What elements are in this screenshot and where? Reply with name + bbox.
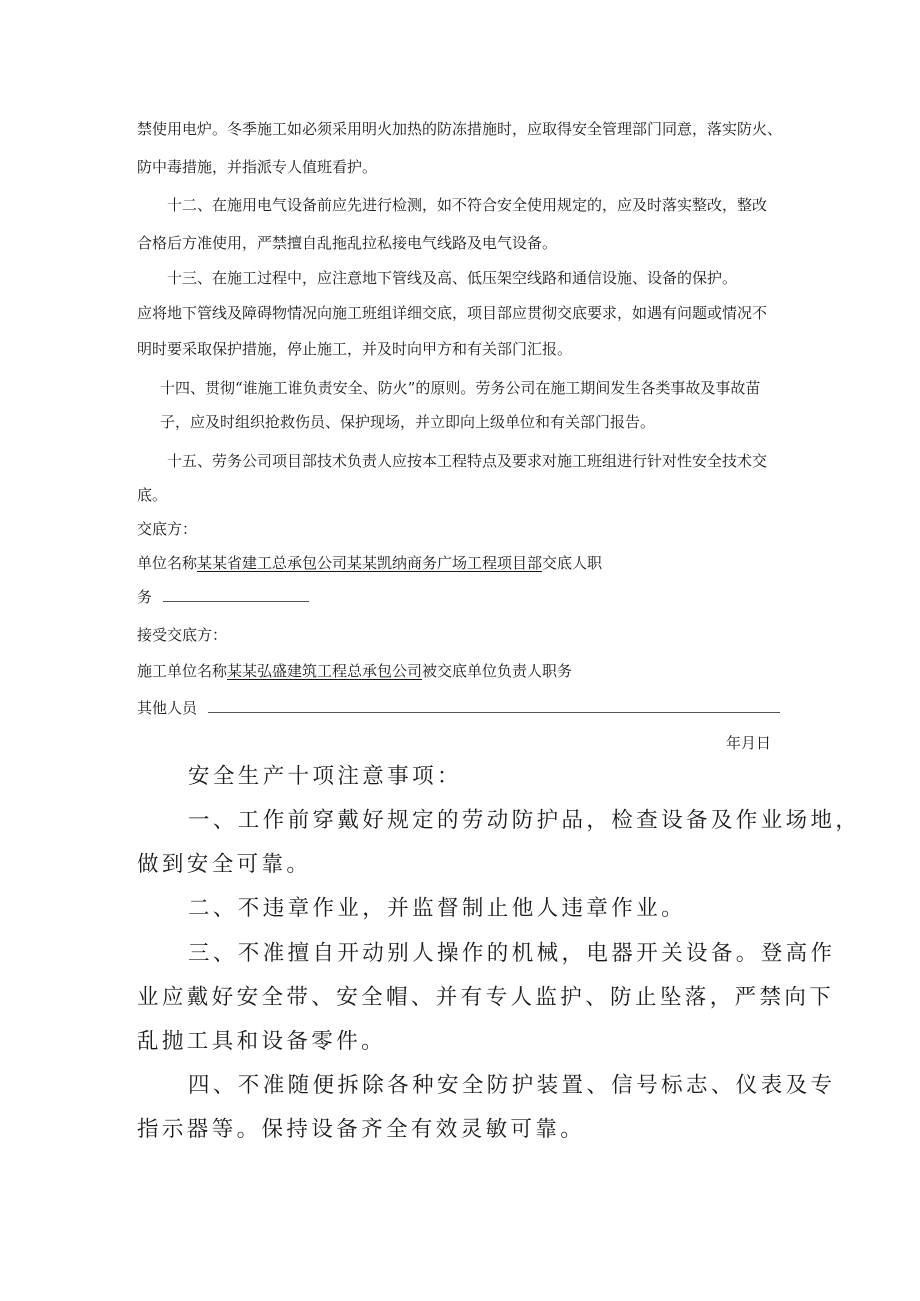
section-title: 安全生产十项注意事项： xyxy=(188,764,462,789)
text-line: 二、不违章作业，并监督制止他人违章作业。 xyxy=(188,896,687,921)
text-line: 明时要采取保护措施，停止施工，并及时向甲方和有关部门汇报。 xyxy=(137,340,573,358)
receiver-title-label: 被交底单位负责人职务 xyxy=(422,662,573,680)
text-line: 子，应及时组织抢救伤员、保护现场，并立即向上级单位和有关部门报告。 xyxy=(160,413,656,431)
party-b-label: 接受交底方： xyxy=(137,626,228,644)
text-line: 十二、在施用电气设备前应先进行检测，如不符合安全使用规定的，应及时落实整改，整改 xyxy=(167,196,768,214)
contractor-name-value: 某某弘盛建筑工程总承包公司 xyxy=(227,662,423,680)
text-line: 指示器等。保持设备齐全有效灵敏可靠。 xyxy=(137,1117,586,1142)
party-a-label: 交底方： xyxy=(137,520,198,538)
others-blank xyxy=(208,698,780,713)
text-line: 做到安全可靠。 xyxy=(137,852,312,877)
text-line: 十五、劳务公司项目部技术负责人应按本工程特点及要求对施工班组进行针对性安全技术交 xyxy=(167,452,768,470)
briefer-title-label: 交底人职 xyxy=(542,554,603,572)
date-label: 年月日 xyxy=(726,734,772,752)
unit-name-value: 某某省建工总承包公司某某凯纳商务广场工程项目部 xyxy=(197,554,543,572)
contractor-row xyxy=(137,661,572,681)
text-line: 应将地下管线及障碍物情况向施工班组详细交底，项目部应贯彻交底要求，如遇有问题或情况不 xyxy=(137,304,768,322)
unit-name-row xyxy=(137,553,602,573)
text-line: 禁使用电炉。冬季施工如必须采用明火加热的防冻措施时，应取得安全管理部门同意，落实防火、 xyxy=(137,120,783,138)
text-line: 四、不准随便拆除各种安全防护装置、信号标志、仪表及专 xyxy=(188,1073,836,1098)
unit-name-label: 单位名称 xyxy=(137,554,198,572)
others-row xyxy=(137,698,780,718)
text-line: 十四、贯彻“谁施工谁负责安全、防火”的原则。劳务公司在施工期间发生各类事故及事故苗 xyxy=(160,379,761,397)
briefer-title-row xyxy=(137,587,309,607)
contractor-name-label: 施工单位名称 xyxy=(137,662,228,680)
others-label: 其他人员 xyxy=(137,699,198,717)
text-line: 业应戴好安全带、安全帽、并有专人监护、防止坠落，严禁向下 xyxy=(137,985,835,1010)
text-line: 三、不准擅自开动别人操作的机械，电器开关设备。登高作 xyxy=(188,941,836,966)
briefer-title-blank xyxy=(163,587,309,602)
text-line: 一、工作前穿戴好规定的劳动防护品，检查设备及作业场地， xyxy=(188,808,861,833)
briefer-title-label-2: 务 xyxy=(137,588,153,606)
text-line: 十三、在施工过程中，应注意地下管线及高、低压架空线路和通信设施、设备的保护。 xyxy=(167,269,738,287)
text-line: 防中毒措施，并指派专人值班看护。 xyxy=(137,158,378,176)
text-line: 合格后方准使用，严禁擅自乱拖乱拉私接电气线路及电气设备。 xyxy=(137,234,558,252)
text-line: 底。 xyxy=(137,486,168,504)
text-line: 乱抛工具和设备零件。 xyxy=(137,1029,387,1054)
